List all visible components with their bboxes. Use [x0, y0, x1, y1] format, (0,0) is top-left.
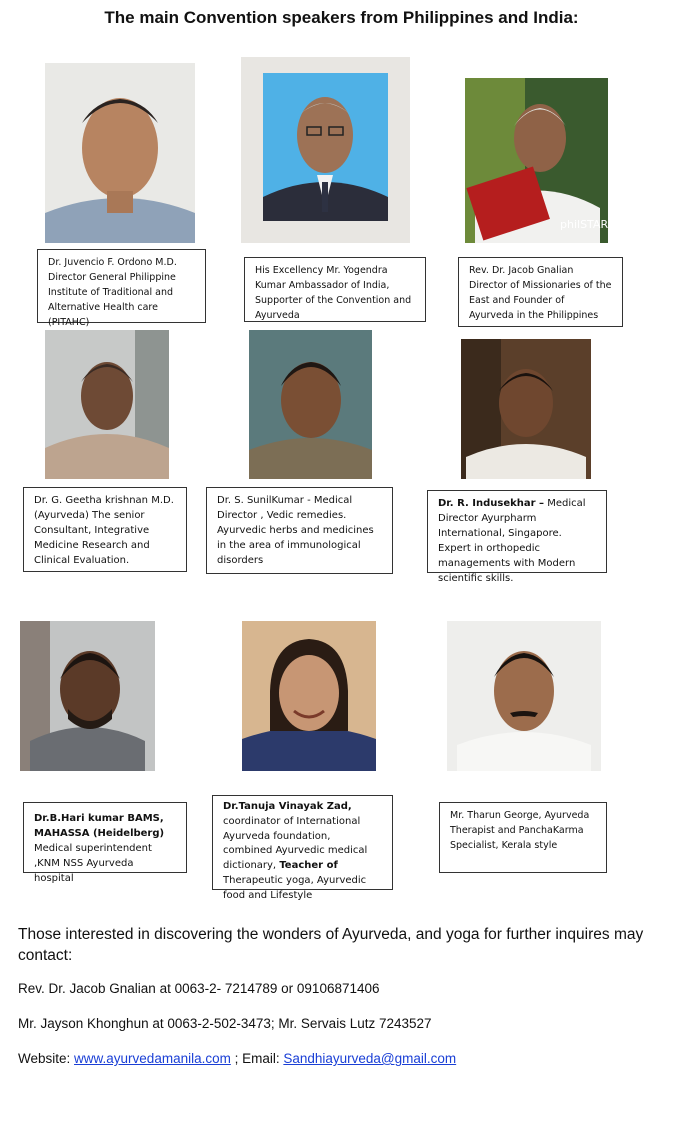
caption-text: Dr. S. SunilKumar - Medical Director , Vedic remedies. Ayurvedic herbs and medicines in the area of immunological disorders [217, 495, 374, 566]
portrait-image [465, 78, 635, 243]
caption-text: Medical superintendent ,KNM NSS Ayurveda hospital [34, 843, 152, 884]
portrait-image [45, 63, 195, 243]
contact-line-jayson: Mr. Jayson Khonghun at 0063-2-502-3473; Mr. Servais Lutz 7243527 [18, 1016, 432, 1031]
speaker-caption-sunilkumar [206, 487, 393, 574]
website-email-line [18, 1051, 658, 1066]
speaker-caption-yogendra [244, 257, 426, 322]
page-title: The main Convention speakers from Philippines and India: [104, 8, 579, 27]
speaker-photo-sunilkumar [249, 330, 372, 479]
caption-text: His Excellency Mr. Yogendra Kumar Ambassador of India, Supporter of the Convention and Ayurveda [255, 265, 412, 321]
speaker-photo-indusekhar [461, 339, 591, 479]
speaker-caption-indusekhar [427, 490, 607, 584]
speaker-caption-ordono [37, 249, 206, 328]
portrait-image [249, 330, 372, 479]
speaker-photo-yogendra [241, 57, 410, 243]
speaker-caption-tanuja [212, 795, 393, 901]
speaker-photo-tharun [447, 621, 601, 771]
photo-watermark: philSTAR.com [560, 218, 635, 231]
speaker-photo-tanuja [242, 621, 376, 771]
contact-line-gnalian: Rev. Dr. Jacob Gnalian at 0063-2- 7214789 or 09106871406 [18, 981, 380, 996]
caption-text: coordinator of International Ayurveda foundation, combined Ayurvedic medical dictionary, [223, 815, 368, 872]
email-separator: ; Email: [230, 1051, 284, 1066]
caption-text: Dr. Juvencio F. Ordono M.D. Director General Philippine Institute of Traditional and Alternative Health care (PITAHC) [48, 257, 177, 328]
speaker-caption-geetha-krishnan [23, 487, 187, 572]
speaker-photo-gnalian [465, 78, 635, 243]
speaker-photo-geetha-krishnan [45, 330, 169, 479]
portrait-image [241, 57, 410, 243]
contact-intro: Those interested in discovering the wonders of Ayurveda, and yoga for further inquires may contact: [18, 926, 644, 964]
email-link[interactable]: Sandhiayurveda@gmail.com [283, 1051, 457, 1066]
speaker-photo-hari-kumar [20, 621, 155, 771]
portrait-image [45, 330, 169, 479]
caption-text: Rev. Dr. Jacob Gnalian Director of Missionaries of the East and Founder of Ayurveda in the Philippines [469, 265, 612, 321]
portrait-image [461, 339, 591, 479]
speaker-photo-ordono [45, 63, 195, 243]
website-link[interactable]: www.ayurvedamanila.com [74, 1051, 231, 1066]
speaker-name: Dr.Tanuja Vinayak Zad, [223, 801, 352, 812]
portrait-image [447, 621, 601, 771]
portrait-image [20, 621, 155, 771]
caption-text: Medical Director Ayurpharm International, Singapore. Expert in orthopedic managements with Modern scientific skills. [438, 498, 586, 584]
speaker-caption-hari-kumar [23, 802, 187, 884]
speaker-caption-tharun [439, 802, 607, 873]
teacher-label: Teacher of [279, 860, 338, 872]
caption-text: Mr. Tharun George, Ayurveda Therapist and PanchaKarma Specialist, Kerala style [450, 810, 590, 851]
portrait-image [242, 621, 376, 771]
speaker-name: Dr.B.Hari kumar BAMS, MAHASSA (Heidelberg) [34, 813, 165, 839]
website-label: Website: [18, 1051, 75, 1066]
speaker-caption-gnalian [458, 257, 623, 327]
speaker-name: Dr. R. Indusekhar – [438, 498, 545, 509]
caption-text: Dr. G. Geetha krishnan M.D. (Ayurveda) The senior Consultant, Integrative Medicine Research and Clinical Evaluation. [34, 495, 174, 566]
caption-text-continued: Therapeutic yoga, Ayurvedic food and Lifestyle [223, 874, 367, 901]
